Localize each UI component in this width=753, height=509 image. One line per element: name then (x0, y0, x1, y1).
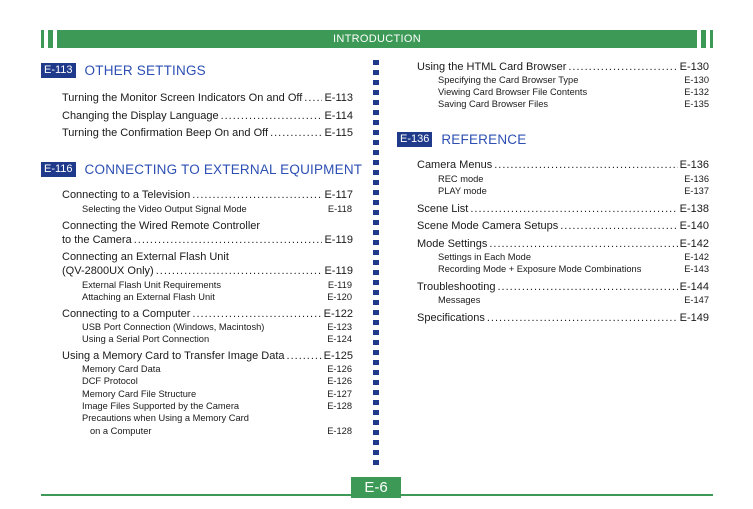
entry-text: Using a Memory Card to Transfer Image Data (62, 350, 285, 362)
leader-dots (156, 265, 323, 277)
toc-entry[interactable] (62, 92, 353, 104)
entry-page: E-115 (324, 127, 353, 139)
subentry-page: E-124 (327, 334, 352, 344)
subentry-text: Recording Mode + Exposure Mode Combinations (438, 264, 642, 274)
subentry-text: REC mode (438, 174, 484, 184)
entry-text: Mode Settings (417, 238, 488, 250)
toc-subentry[interactable] (438, 174, 709, 184)
toc-entry[interactable] (62, 189, 353, 201)
subentry-page: E-135 (684, 99, 709, 109)
heading-title: CONNECTING TO EXTERNAL EQUIPMENT (84, 162, 363, 177)
subentry-text: Settings in Each Mode (438, 252, 532, 262)
leader-dots (497, 281, 677, 293)
subentry-text: Memory Card Data (82, 364, 161, 374)
subentry-text: Memory Card File Structure (82, 389, 197, 399)
toc-subentry[interactable] (438, 252, 709, 262)
subentry-page: E-128 (327, 401, 352, 411)
toc-subentry[interactable] (82, 280, 352, 290)
toc-subentry[interactable] (82, 292, 352, 302)
toc-entry[interactable] (417, 238, 709, 250)
subentry-text: USB Port Connection (Windows, Macintosh) (82, 322, 265, 332)
entry-text: Changing the Display Language (62, 110, 219, 122)
entry-text: Scene Mode Camera Setups (417, 220, 559, 232)
leader-dots (487, 312, 678, 324)
heading-title: REFERENCE (441, 132, 527, 147)
toc-entry[interactable] (417, 281, 709, 293)
toc-subentry[interactable] (438, 264, 709, 274)
heading-connecting-external[interactable] (41, 162, 362, 177)
entry-page: E-142 (679, 238, 709, 250)
subentry-text: Specifying the Card Browser Type (438, 75, 579, 85)
subentry-text: Image Files Supported by the Camera (82, 401, 240, 411)
leader-dots (304, 92, 322, 104)
subentry-page: E-142 (684, 252, 709, 262)
toc-entry[interactable] (62, 127, 353, 139)
leader-dots (134, 234, 323, 246)
subentry-page: E-136 (684, 174, 709, 184)
leader-dots (470, 203, 677, 215)
subentry-page: E-126 (327, 364, 352, 374)
subentry-page: E-119 (327, 280, 352, 290)
section-title: INTRODUCTION (333, 33, 421, 45)
toc-entry[interactable] (417, 61, 709, 73)
toc-subentry[interactable] (82, 334, 352, 344)
subentry-text: Messages (438, 295, 481, 305)
leader-dots (221, 110, 323, 122)
entry-text: Connecting to a Computer (62, 308, 191, 320)
subentry-page: E-128 (327, 426, 352, 436)
toc-subentry[interactable] (82, 322, 352, 332)
toc-entry[interactable] (62, 308, 353, 320)
entry-text: Connecting to a Television (62, 189, 191, 201)
entry-page: E-122 (323, 308, 353, 320)
subentry-text: Saving Card Browser Files (438, 99, 549, 109)
subentry-page: E-137 (684, 186, 709, 196)
subentry-page: E-127 (327, 389, 352, 399)
toc-subentry[interactable] (438, 186, 709, 196)
toc-subentry[interactable] (82, 364, 352, 374)
toc-subentry[interactable] (438, 87, 709, 97)
toc-subentry[interactable] (82, 401, 352, 411)
toc-subentry[interactable] (438, 295, 709, 305)
entry-page: E-140 (679, 220, 709, 232)
entry-page: E-138 (679, 203, 709, 215)
toc-entry[interactable] (62, 110, 353, 122)
entry-page: E-144 (679, 281, 709, 293)
subentry-text: DCF Protocol (82, 376, 138, 386)
subentry-text: Using a Serial Port Connection (82, 334, 210, 344)
toc-subentry[interactable] (438, 99, 709, 109)
subentry-page: E-118 (327, 204, 352, 214)
heading-title: OTHER SETTINGS (84, 63, 206, 78)
leader-dots (192, 308, 321, 320)
toc-entry-line[interactable]: Connecting the Wired Remote Controller (62, 220, 261, 232)
toc-entry[interactable] (417, 312, 709, 324)
page-number: E-6 (351, 477, 401, 498)
toc-entry-line[interactable]: Connecting an External Flash Unit (62, 251, 229, 263)
page-badge: E-136 (397, 132, 432, 147)
subentry-text: Viewing Card Browser File Contents (438, 87, 588, 97)
subentry-text: External Flash Unit Requirements (82, 280, 221, 290)
column-divider (373, 60, 379, 470)
entry-text: Using the HTML Card Browser (417, 61, 567, 73)
toc-entry[interactable] (62, 234, 353, 246)
subentry-page: E-123 (327, 322, 352, 332)
leader-dots (568, 61, 677, 73)
subentry-page: E-126 (327, 376, 352, 386)
entry-page: E-114 (324, 110, 353, 122)
entry-text: Turning the Monitor Screen Indicators On and Off (62, 92, 303, 104)
leader-dots (287, 350, 322, 362)
entry-text: to the Camera (62, 234, 132, 246)
entry-text: Camera Menus (417, 159, 493, 171)
subentry-text: Precautions when Using a Memory Card (82, 413, 249, 423)
entry-page: E-113 (324, 92, 353, 104)
entry-text: Scene List (417, 203, 469, 215)
toc-entry[interactable] (417, 159, 709, 171)
subentry-page: E-143 (684, 264, 709, 274)
entry-page: E-125 (323, 350, 353, 362)
leader-dots (192, 189, 322, 201)
subentry-text: PLAY mode (438, 186, 487, 196)
page-badge: E-113 (41, 63, 76, 78)
toc-subentry-line[interactable] (82, 413, 249, 423)
section-header-bar (41, 30, 713, 48)
toc-entry[interactable] (62, 350, 353, 362)
entry-page: E-119 (324, 265, 353, 277)
subentry-page: E-147 (684, 295, 709, 305)
entry-page: E-136 (679, 159, 709, 171)
entry-page: E-130 (679, 61, 709, 73)
subentry-page: E-130 (684, 75, 709, 85)
entry-text: Turning the Confirmation Beep On and Off (62, 127, 269, 139)
entry-page: E-149 (679, 312, 709, 324)
entry-text: Specifications (417, 312, 485, 324)
toc-subentry[interactable] (82, 204, 352, 214)
toc-subentry[interactable] (82, 376, 352, 386)
leader-dots (270, 127, 322, 139)
toc-subentry[interactable] (90, 426, 352, 436)
subentry-page: E-120 (327, 292, 352, 302)
toc-entry[interactable] (417, 203, 709, 215)
toc-entry[interactable] (417, 220, 709, 232)
subentry-text: Attaching an External Flash Unit (82, 292, 215, 302)
entry-text: Troubleshooting (417, 281, 496, 293)
entry-page: E-117 (324, 189, 353, 201)
leader-dots (494, 159, 677, 171)
leader-dots (560, 220, 677, 232)
entry-page: E-119 (324, 234, 353, 246)
toc-subentry[interactable] (82, 389, 352, 399)
heading-other-settings[interactable] (41, 63, 206, 78)
leader-dots (489, 238, 677, 250)
heading-reference[interactable] (397, 132, 526, 147)
subentry-text: on a Computer (90, 426, 152, 436)
subentry-text: Selecting the Video Output Signal Mode (82, 204, 247, 214)
page-badge: E-116 (41, 162, 76, 177)
toc-subentry[interactable] (438, 75, 709, 85)
entry-text: (QV-2800UX Only) (62, 265, 154, 277)
subentry-page: E-132 (684, 87, 709, 97)
toc-entry[interactable] (62, 265, 353, 277)
